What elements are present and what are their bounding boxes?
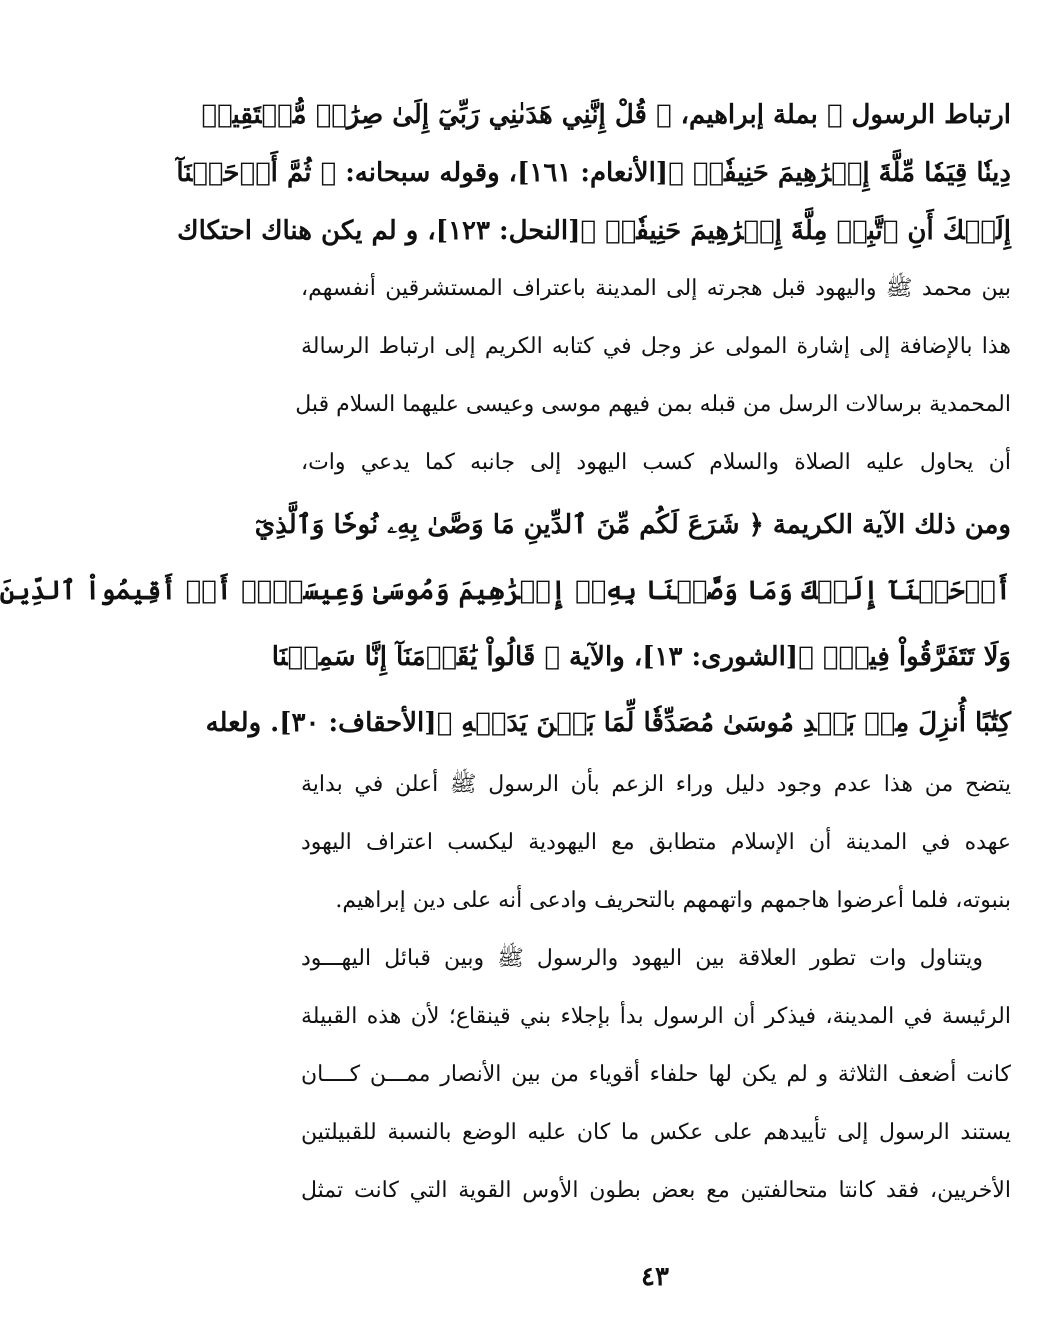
text-line: عهده في المدينة أن الإسلام متطابق مع اليهودية ليكسب اعتراف اليهود — [301, 830, 1011, 855]
text-line: هذا بالإضافة إلى إشارة المولى عز وجل في كتابه الكريم إلى ارتباط الرسالة — [301, 334, 1011, 359]
text-line: ومن ذلك الآية الكريمة ﴿ شَرَعَ لَكُم مِّنَ ٱلدِّينِ مَا وَصَّىٰ بِهِۦ نُوحٗا وَٱلَّذِيٓ — [254, 510, 1011, 540]
text-line: بين محمد ﷺ واليهود قبل هجرته إلى المدينة باعتراف المستشرقين أنفسهم، — [301, 276, 1011, 301]
body-text — [0, 86, 1011, 1220]
text-line: المحمدية برسالات الرسل من قبله بمن فيهم موسى وعيسى عليهما السلام قبل — [295, 392, 1011, 417]
text-line: ارتباط الرسول ﷺ بملة إبراهيم، ﴿ قُلْ إِنَّنِي هَدَىٰنِي رَبِّيٓ إِلَىٰ صِرَٰطٖ مُّسۡتَقِيمٖ — [201, 100, 1011, 130]
text-line: إِلَيۡكَ أَنِ ٱتَّبِعۡ مِلَّةَ إِبۡرَٰهِيمَ حَنِيفٗاۖ ﴾[النحل: ١٢٣]، و لم يكن هناك احتكاك — [177, 216, 1011, 246]
text-line: أن يحاول عليه الصلاة والسلام كسب اليهود إلى جانبه كما يدعي وات، — [301, 450, 1011, 475]
text-line: يتضح من هذا عدم وجود دليل وراء الزعم بأن الرسول ﷺ أعلن في بداية — [301, 772, 1011, 797]
text-line: وَلَا تَتَفَرَّقُواْ فِيهِۚ ﴾[الشورى: ١٣]، والآية ﴿ قَالُواْ يَٰقَوۡمَنَآ إِنَّا سَمِعۡنَا — [271, 642, 1011, 672]
text-line: ويتناول وات تطور العلاقة بين اليهود والرسول ﷺ وبين قبائل اليهـــود — [301, 946, 983, 971]
page-number: ٤٣ — [641, 1262, 669, 1292]
text-line: الأخريين، فقد كانتا متحالفتين مع بعض بطون الأوس القوية التي كانت تمثل — [301, 1178, 1011, 1203]
text-line: كِتَٰبًا أُنزِلَ مِنۢ بَعۡدِ مُوسَىٰ مُصَدِّقٗا لِّمَا بَيۡنَ يَدَيۡهِ ﴾[الأحقاف: ٣٠]. ولعله — [205, 708, 1011, 738]
text-line: الرئيسة في المدينة، فيذكر أن الرسول بدأ بإجلاء بني قينقاع؛ لأن هذه القبيلة — [301, 1004, 1011, 1029]
text-line: كانت أضعف الثلاثة و لم يكن لها حلفاء أقوياء من بين الأنصار ممـــن كــــان — [301, 1062, 1011, 1087]
text-line: بنبوته، فلما أعرضوا هاجمهم واتهمهم بالتحريف وادعى أنه على دين إبراهيم. — [335, 888, 1011, 913]
text-line: يستند الرسول إلى تأييدهم على عكس ما كان عليه الوضع بالنسبة للقبيلتين — [301, 1120, 1011, 1145]
text-line: دِينٗا قِيَمٗا مِّلَّةَ إِبۡرَٰهِيمَ حَنِيفٗاۚ ﴾[الأنعام: ١٦١]، وقوله سبحانه: ﴿ ثُمَّ أَوۡحَيۡنَآ — [176, 158, 1011, 188]
text-line: أَوۡحَيۡنَآ إِلَيۡكَ وَمَا وَصَّيۡنَا بِهِۦٓ إِبۡرَٰهِيمَ وَمُوسَىٰ وَعِيسَىٰٓۖ أَنۡ أَقِيمُواْ ٱلدِّينَ — [0, 576, 1011, 606]
